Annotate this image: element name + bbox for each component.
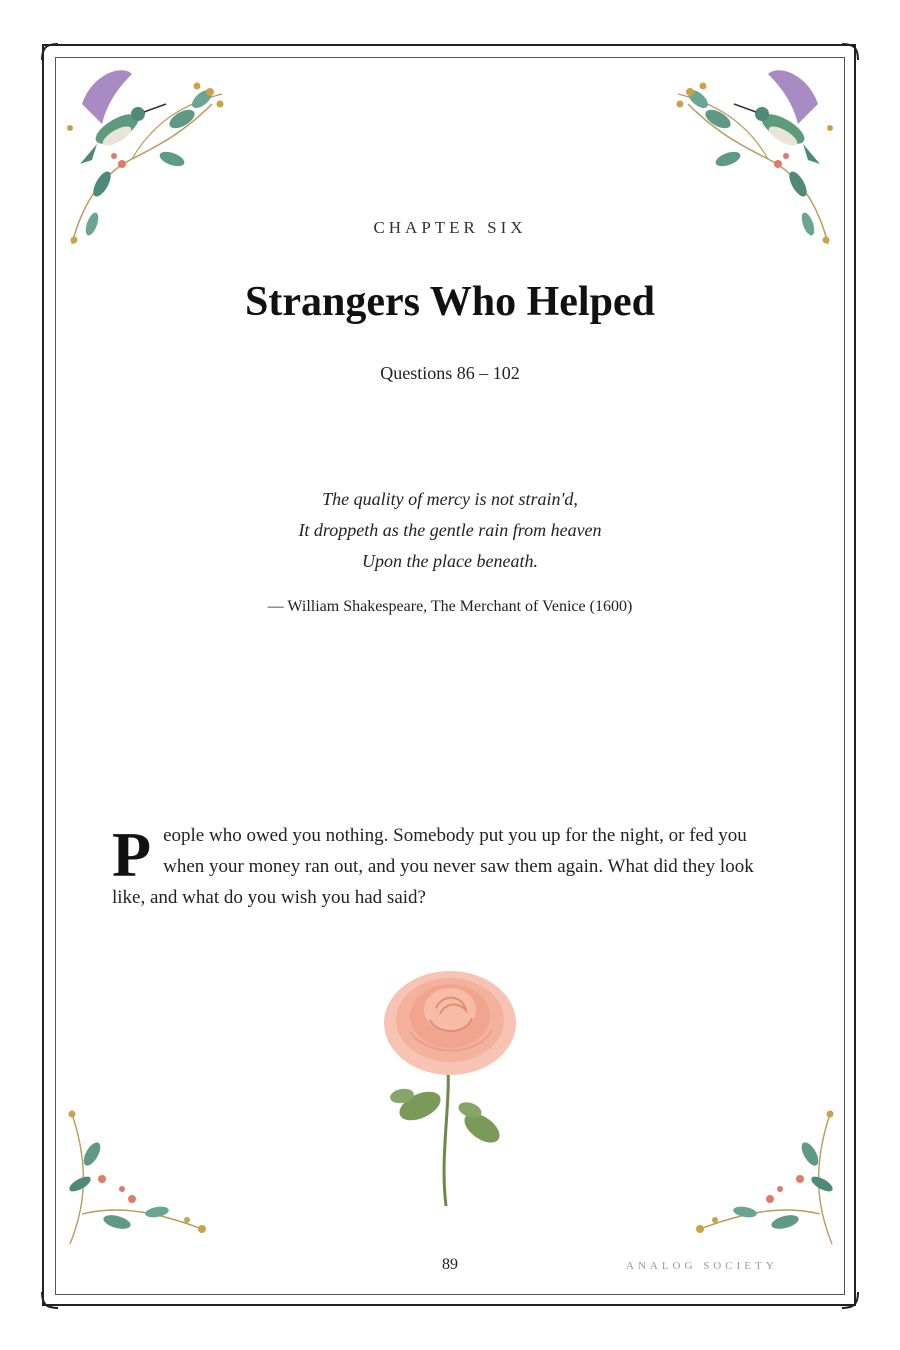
- epigraph-line: It droppeth as the gentle rain from heaven: [298, 520, 602, 540]
- corner-curl-icon: [840, 40, 862, 62]
- corner-curl-icon: [840, 1290, 862, 1312]
- epigraph-line: Upon the place beneath.: [362, 551, 538, 571]
- epigraph: [0, 484, 900, 577]
- footer-brand: ANALOG SOCIETY: [626, 1260, 778, 1272]
- corner-curl-icon: [38, 40, 60, 62]
- epigraph-line: The quality of mercy is not strain'd,: [322, 489, 578, 509]
- chapter-title: Strangers Who Helped: [245, 279, 655, 325]
- epigraph-attribution: — William Shakespeare, The Merchant of Venice (1600): [267, 598, 633, 615]
- floral-sprig-icon: [690, 1104, 840, 1250]
- chapter-label: CHAPTER SIX: [373, 218, 527, 237]
- drop-cap: P: [112, 819, 152, 890]
- question-range: Questions 86 – 102: [380, 363, 520, 383]
- body-paragraph: [112, 820, 784, 913]
- body-text: eople who owed you nothing. Somebody put you up for the night, or fed you when your money ran out, and you never saw them again. What did they look like, and what do you wish you had said?: [112, 825, 754, 908]
- rose-icon: [370, 958, 530, 1210]
- corner-curl-icon: [38, 1290, 60, 1312]
- page-number: 89: [442, 1256, 458, 1273]
- floral-sprig-icon: [62, 1104, 212, 1250]
